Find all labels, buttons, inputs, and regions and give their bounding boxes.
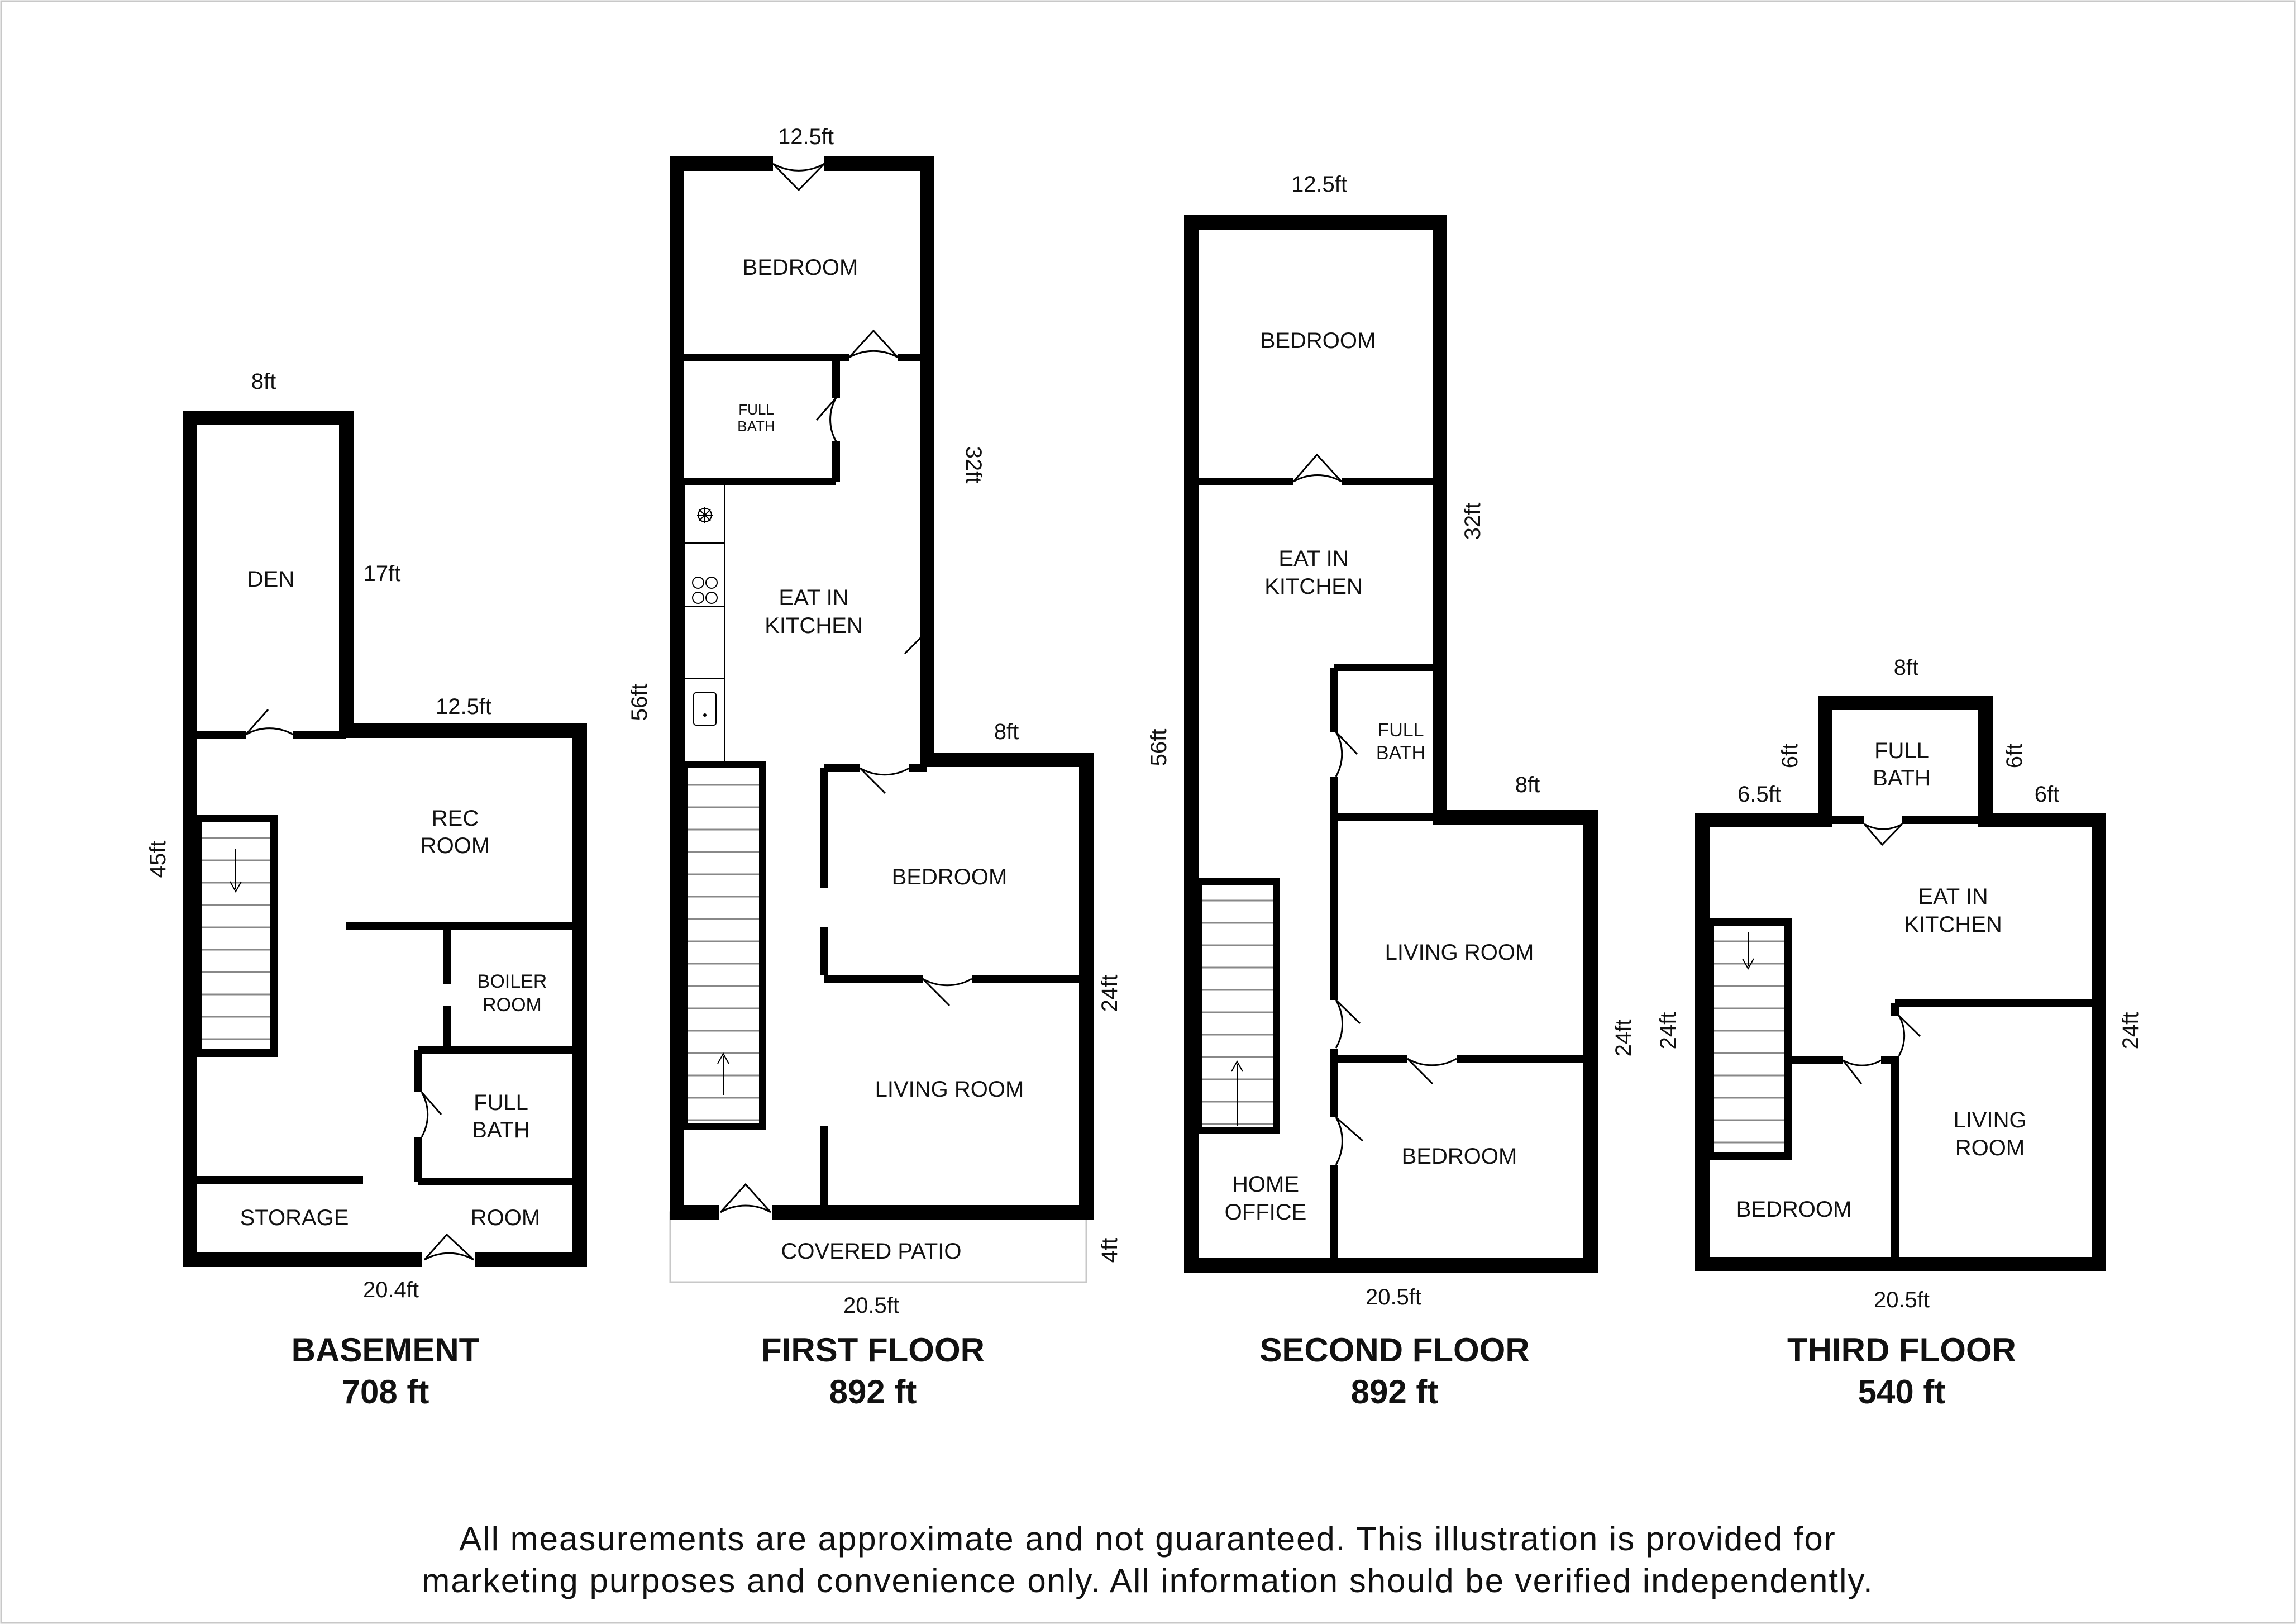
first-floor-area: 892 ft <box>829 1373 917 1411</box>
room-label-bedroom-top: BEDROOM <box>1260 328 1376 353</box>
dim-third-bath-left: 6ft <box>1778 743 1802 769</box>
third-floor-title: THIRD FLOOR <box>1787 1331 2016 1369</box>
room-label-room: ROOM <box>1955 1136 2025 1160</box>
room-label-full: FULL <box>1874 739 1929 763</box>
first-living-door <box>923 979 972 1006</box>
room-label-kitchen: KITCHEN <box>765 613 863 638</box>
basement-plan <box>146 369 580 1302</box>
room-label-bedroom: BEDROOM <box>1736 1197 1852 1222</box>
room-label-boiler-room: ROOM <box>483 994 542 1016</box>
room-label-full: FULL <box>738 401 774 418</box>
first-bath-door <box>817 398 836 441</box>
room-label-storage: STORAGE <box>240 1206 349 1230</box>
dim-third-left: 24ft <box>1656 1012 1681 1050</box>
kitchen-counter <box>684 485 724 764</box>
first-floor-outer-wall-right <box>772 684 1086 1212</box>
room-label-eat-in: EAT IN <box>1278 546 1349 571</box>
dim-first-right-upper: 32ft <box>961 446 986 484</box>
dim-first-bottom: 20.5ft <box>843 1293 900 1318</box>
third-floor-area: 540 ft <box>1858 1373 1946 1411</box>
dim-first-right-lower: 24ft <box>1097 974 1122 1012</box>
first-floor-plan <box>627 125 1122 1318</box>
second-floor-title: SECOND FLOOR <box>1259 1331 1530 1369</box>
second-floor-plan <box>1147 172 1636 1309</box>
dim-third-left-top: 6.5ft <box>1737 782 1781 807</box>
room-label-eat-in: EAT IN <box>779 585 849 610</box>
basement-bath-door <box>422 1092 441 1137</box>
stove-icon <box>693 577 717 603</box>
first-bedroom-door <box>849 331 898 358</box>
room-label-full: FULL <box>1377 720 1424 741</box>
second-floor-area: 892 ft <box>1350 1373 1439 1411</box>
room-label-rec: REC <box>431 806 479 831</box>
dim-third-bottom: 20.5ft <box>1873 1288 1930 1312</box>
dim-third-right: 24ft <box>2118 1012 2143 1050</box>
first-bedroom-mid-door <box>860 768 909 793</box>
room-label-living: LIVING <box>1953 1108 2027 1132</box>
first-floor-title: FIRST FLOOR <box>761 1331 985 1369</box>
room-label-office: OFFICE <box>1224 1200 1307 1225</box>
dim-first-step: 8ft <box>994 720 1019 744</box>
dim-basement-bottom: 20.4ft <box>362 1278 419 1302</box>
dim-first-top: 12.5ft <box>777 125 834 149</box>
dim-second-right-lower: 24ft <box>1611 1019 1636 1057</box>
dim-basement-top: 8ft <box>251 369 276 394</box>
room-label-kitchen: KITCHEN <box>1904 912 2002 937</box>
dim-second-bottom: 20.5ft <box>1365 1285 1422 1309</box>
room-label-living-room: LIVING ROOM <box>875 1077 1024 1102</box>
room-label-room: ROOM <box>470 1206 541 1230</box>
basement-area: 708 ft <box>341 1373 429 1411</box>
room-label-rec-room: ROOM <box>420 834 490 858</box>
dim-second-step: 8ft <box>1515 773 1540 797</box>
dim-first-left: 56ft <box>627 683 652 721</box>
room-label-full: FULL <box>474 1090 528 1115</box>
third-floor-plan <box>1656 655 2143 1312</box>
room-label-bath: BATH <box>1376 742 1426 764</box>
room-label-bedroom: BEDROOM <box>1401 1144 1517 1169</box>
second-office-door <box>1336 1117 1363 1165</box>
room-label-living-room: LIVING ROOM <box>1385 940 1534 965</box>
sink-icon <box>694 693 716 725</box>
disclaimer-line-2: marketing purposes and convenience only. All information should be verified independently. <box>422 1562 1874 1599</box>
third-living-door <box>1899 1016 1920 1056</box>
room-label-kitchen: KITCHEN <box>1264 574 1363 599</box>
second-living-door <box>1336 1000 1360 1048</box>
dim-third-bath-right: 6ft <box>2002 743 2027 769</box>
room-label-eat-in: EAT IN <box>1918 884 1988 909</box>
third-floor-stairs <box>1710 922 1788 1156</box>
dim-second-left: 56ft <box>1147 728 1171 766</box>
dim-basement-den-side: 17ft <box>363 561 401 586</box>
basement-title: BASEMENT <box>291 1331 480 1369</box>
room-label-den: DEN <box>247 567 295 592</box>
dim-first-patio: 4ft <box>1097 1237 1122 1263</box>
room-label-bedroom-mid: BEDROOM <box>891 865 1008 889</box>
dim-second-top: 12.5ft <box>1291 172 1348 197</box>
dim-third-bath-top: 8ft <box>1893 655 1919 680</box>
dim-basement-left: 45ft <box>146 840 170 878</box>
room-label-bath: BATH <box>472 1118 530 1142</box>
room-label-bath: BATH <box>737 418 775 435</box>
room-label-bedroom-top: BEDROOM <box>742 255 858 280</box>
basement-den-door <box>246 709 293 735</box>
dim-basement-rec-top: 12.5ft <box>435 694 492 719</box>
disclaimer-line-1: All measurements are approximate and not guaranteed. This illustration is provided for <box>459 1520 1836 1558</box>
third-bedroom-door <box>1843 1060 1881 1084</box>
room-label-home: HOME <box>1232 1172 1299 1197</box>
room-label-bath: BATH <box>1873 766 1931 790</box>
second-bedroom-door <box>1293 455 1342 482</box>
room-label-boiler: BOILER <box>477 971 547 992</box>
dim-third-right-top: 6ft <box>2034 782 2060 807</box>
second-bedroom-lower-door <box>1407 1059 1457 1084</box>
third-bath-door <box>1864 824 1902 845</box>
room-label-covered-patio: COVERED PATIO <box>781 1239 962 1264</box>
dim-second-right-upper: 32ft <box>1460 502 1485 540</box>
second-bath-door <box>1336 732 1357 777</box>
refrigerator-icon <box>697 507 713 523</box>
